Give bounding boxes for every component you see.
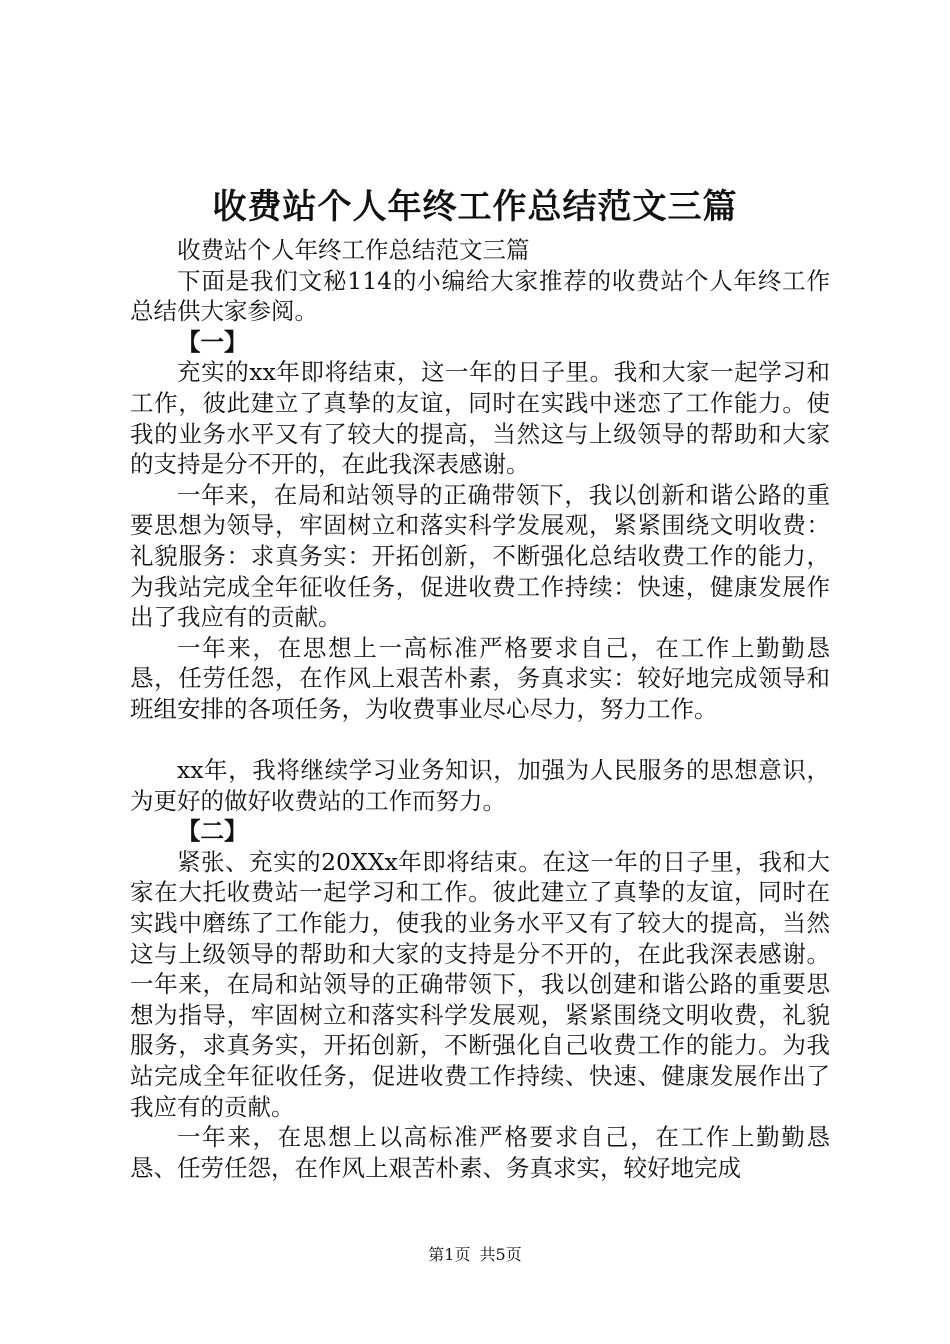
section-heading-two: 【二】 (177, 817, 248, 846)
paragraph: 紧张、充实的20XXx年即将结束。在这一年的日子里，我和大家在大托收费站一起学习和工作。彼此建立了真挚的友谊，同时在实践中磨练了工作能力，使我的业务水平又有了较大的提高，当然这与上级领导的帮助和大家的支持是分不开的，在此我深表感谢。一年来，在局和站领导的正确带领下，我以创建和谐公路的重要思想为指导，牢固树立和落实科学发展观，紧紧围绕文明收费，礼貌服务，求真务实，开拓创新，不断强化自己收费工作的能力。为我站完成全年征收任务，促进收费工作持续、快速、健康发展作出了我应有的贡献。 (130, 847, 830, 1121)
paragraph: 一年来，在思想上以高标准严格要求自己，在工作上勤勤恳恳、任劳任怨，在作风上艰苦朴素、务真求实，较好地完成 (130, 1123, 830, 1182)
page-footer: 第1页 共5页 (428, 1245, 522, 1264)
paragraph: 充实的xx年即将结束，这一年的日子里。我和大家一起学习和工作，彼此建立了真挚的友谊，同时在实践中迷恋了工作能力。使我的业务水平又有了较大的提高，当然这与上级领导的帮助和大家的支持是分不开的，在此我深表感谢。 (130, 358, 830, 479)
paragraph: 一年来，在局和站领导的正确带领下，我以创新和谐公路的重要思想为领导，牢固树立和落实科学发展观，紧紧围绕文明收费：礼貌服务：求真务实：开拓创新，不断强化总结收费工作的能力，为我站完成全年征收任务，促进收费工作持续：快速，健康发展作出了我应有的贡献。 (130, 480, 830, 632)
document-body (130, 235, 830, 1183)
paragraph-intro: 下面是我们文秘114的小编给大家推荐的收费站个人年终工作总结供大家参阅。 (130, 266, 830, 326)
paragraph: 一年来，在思想上一高标准严格要求自己，在工作上勤勤恳恳，任劳任怨，在作风上艰苦朴素，务真求实：较好地完成领导和班组安排的各项任务，为收费事业尽心尽力，努力工作。 (130, 633, 830, 723)
blank-line (130, 725, 830, 756)
document-title: 收费站个人年终工作总结范文三篇 (212, 187, 738, 227)
paragraph-subtitle: 收费站个人年终工作总结范文三篇 (177, 236, 530, 264)
paragraph: xx年，我将继续学习业务知识，加强为人民服务的思想意识，为更好的做好收费站的工作而努力。 (130, 756, 830, 815)
section-heading-one: 【一】 (177, 327, 248, 356)
